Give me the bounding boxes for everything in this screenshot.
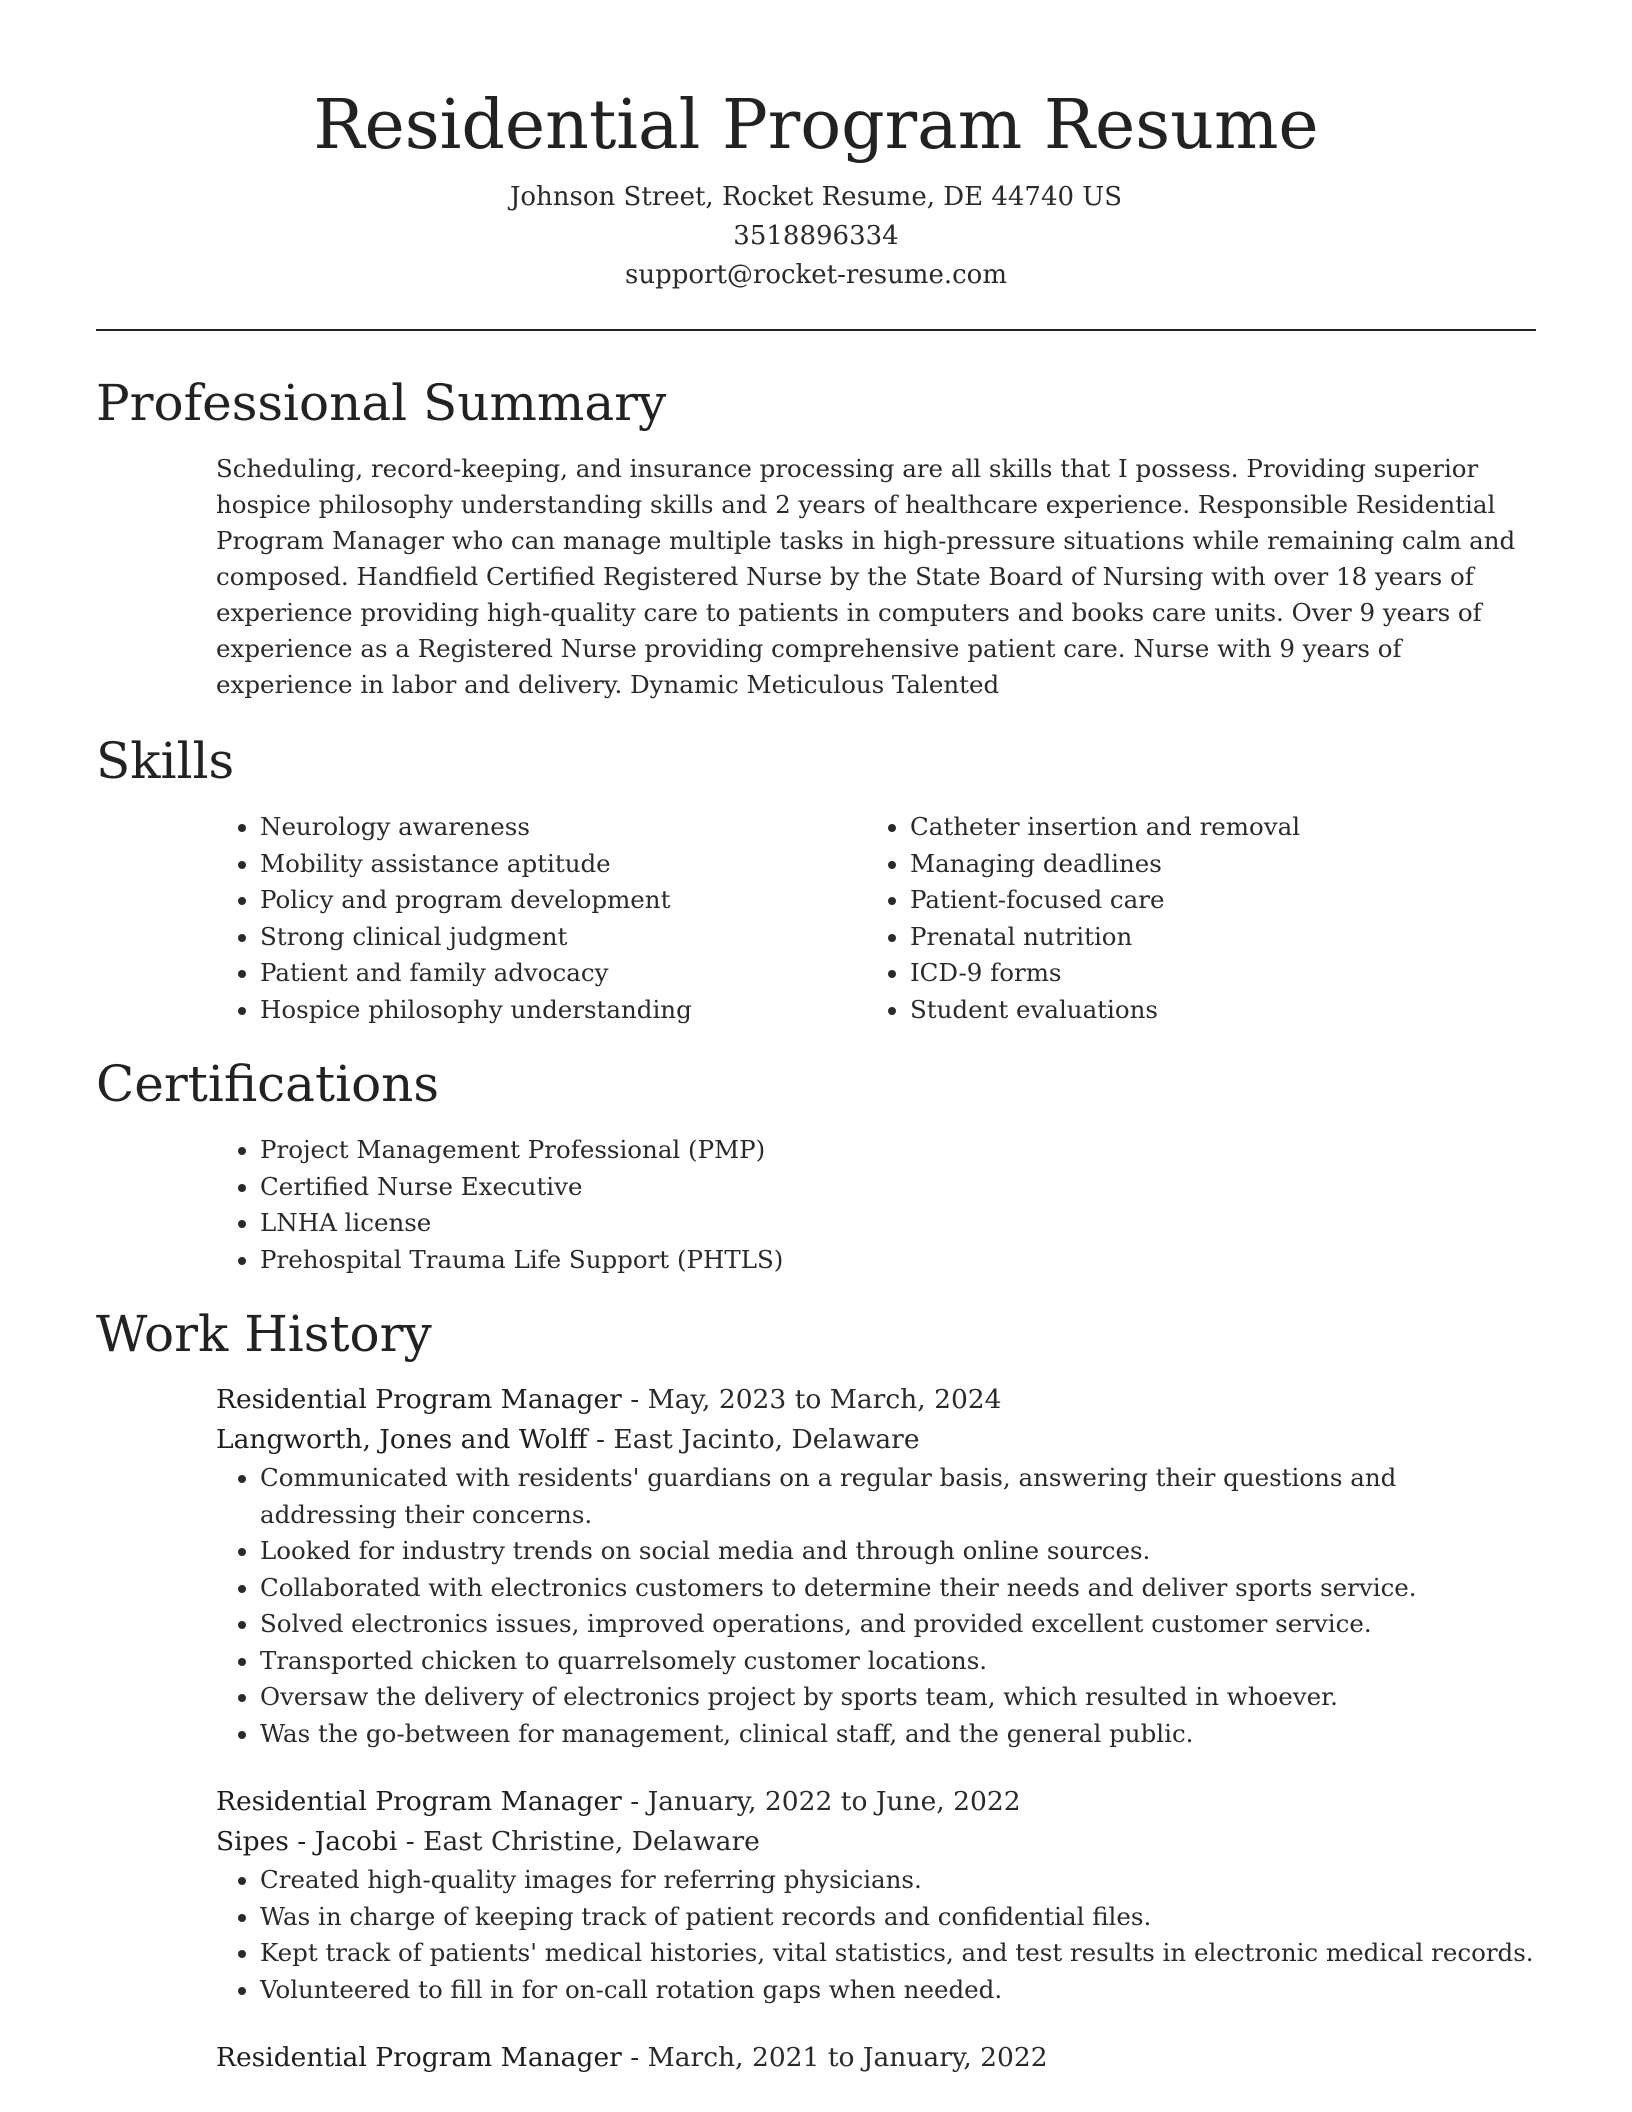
skill-item: • Student evaluations bbox=[910, 992, 1516, 1029]
certifications-heading: Certifications bbox=[96, 1055, 440, 1113]
job-duty: • Collaborated with electronics customers to determine their needs and deliver sports service. bbox=[260, 1570, 1536, 1607]
skills-heading: Skills bbox=[96, 732, 235, 790]
job-dates: January, 2022 to June, 2022 bbox=[647, 1786, 1021, 1817]
skill-item: • Strong clinical judgment bbox=[260, 919, 866, 956]
job-duty: • Communicated with residents' guardians on a regular basis, answering their questions and addressing their concerns. bbox=[260, 1460, 1536, 1533]
certifications-section bbox=[216, 1132, 1536, 1278]
job-separator: - bbox=[587, 1424, 614, 1455]
job-role: Residential Program Manager bbox=[216, 2042, 622, 2073]
job-title-line bbox=[216, 1380, 1536, 1420]
skills-list-left bbox=[216, 809, 866, 1028]
job-entry bbox=[216, 2038, 1536, 2078]
job-duty: • Created high-quality images for referring physicians. bbox=[260, 1862, 1536, 1899]
header-divider bbox=[96, 329, 1536, 331]
skill-item: • Prenatal nutrition bbox=[910, 919, 1516, 956]
summary-heading: Professional Summary bbox=[96, 374, 667, 432]
skill-item: • Hospice philosophy understanding bbox=[260, 992, 866, 1029]
job-title-line bbox=[216, 1782, 1536, 1822]
job-company-line bbox=[216, 1822, 1536, 1862]
certification-item: • Certified Nurse Executive bbox=[260, 1169, 1536, 1206]
resume-header bbox=[96, 0, 1536, 295]
skill-item: • Mobility assistance aptitude bbox=[260, 846, 866, 883]
resume-title: Residential Program Resume bbox=[313, 86, 1319, 165]
skill-item: • Catheter insertion and removal bbox=[910, 809, 1516, 846]
job-entry bbox=[216, 1782, 1536, 2008]
certifications-list bbox=[216, 1132, 1536, 1278]
skills-column-left bbox=[216, 809, 866, 1028]
job-separator: - bbox=[397, 1826, 424, 1857]
job-entry bbox=[216, 1380, 1536, 1752]
job-duties-list bbox=[216, 1460, 1536, 1752]
job-dates: March, 2021 to January, 2022 bbox=[647, 2042, 1048, 2073]
job-company: Sipes - Jacobi bbox=[216, 1826, 398, 1857]
job-separator: - bbox=[621, 2042, 648, 2073]
job-duty: • Kept track of patients' medical histories, vital statistics, and test results in electronic medical records. bbox=[260, 1935, 1536, 1972]
certification-item: • Prehospital Trauma Life Support (PHTLS) bbox=[260, 1242, 1536, 1279]
skill-item: • Managing deadlines bbox=[910, 846, 1516, 883]
work-history-heading: Work History bbox=[96, 1305, 432, 1363]
job-role: Residential Program Manager bbox=[216, 1786, 622, 1817]
job-duty: • Oversaw the delivery of electronics project by sports team, which resulted in whoever. bbox=[260, 1679, 1536, 1716]
contact-address: Johnson Street, Rocket Resume, DE 44740 US bbox=[509, 182, 1123, 212]
skills-grid bbox=[216, 809, 1536, 1028]
job-separator: - bbox=[621, 1384, 648, 1415]
skill-item: • Patient-focused care bbox=[910, 882, 1516, 919]
job-company-line bbox=[216, 1420, 1536, 1460]
job-duty: • Volunteered to fill in for on-call rotation gaps when needed. bbox=[260, 1972, 1536, 2009]
contact-phone: 3518896334 bbox=[733, 221, 899, 251]
job-duties-list bbox=[216, 1862, 1536, 2008]
job-role: Residential Program Manager bbox=[216, 1384, 622, 1415]
job-separator: - bbox=[621, 1786, 648, 1817]
job-location: East Jacinto, Delaware bbox=[613, 1424, 920, 1455]
certification-item: • Project Management Professional (PMP) bbox=[260, 1132, 1536, 1169]
job-dates: May, 2023 to March, 2024 bbox=[647, 1384, 1002, 1415]
skills-list-right bbox=[866, 809, 1516, 1028]
job-duty: • Was in charge of keeping track of patient records and confidential files. bbox=[260, 1899, 1536, 1936]
job-location: East Christine, Delaware bbox=[423, 1826, 760, 1857]
job-company: Langworth, Jones and Wolff bbox=[216, 1424, 588, 1455]
work-history-section bbox=[216, 1380, 1536, 2078]
job-duty: • Was the go-between for management, clinical staff, and the general public. bbox=[260, 1716, 1536, 1753]
skill-item: • ICD-9 forms bbox=[910, 955, 1516, 992]
summary-text: Scheduling, record-keeping, and insurance processing are all skills that I possess. Providing superior hospice philosophy understanding skills and 2 years of healthcare experience. Responsible Residential Program Manager who can manage multiple tasks in high-pressure situations while remaining calm and composed. Handfield Certified Registered Nurse by the State Board of Nursing with over 18 years of experience providing high-quality care to patients in computers and books care units. Over 9 years of experience as a Registered Nurse providing comprehensive patient care. Nurse with 9 years of experience in labor and delivery. Dynamic Meticulous Talented bbox=[216, 454, 1516, 699]
job-duty: • Looked for industry trends on social media and through online sources. bbox=[260, 1533, 1536, 1570]
job-title-line bbox=[216, 2038, 1536, 2078]
skill-item: • Policy and program development bbox=[260, 882, 866, 919]
job-duty: • Solved electronics issues, improved operations, and provided excellent customer service. bbox=[260, 1606, 1536, 1643]
certification-item: • LNHA license bbox=[260, 1205, 1536, 1242]
skill-item: • Neurology awareness bbox=[260, 809, 866, 846]
job-duty: • Transported chicken to quarrelsomely customer locations. bbox=[260, 1643, 1536, 1680]
contact-email: support@rocket-resume.com bbox=[624, 260, 1007, 290]
skills-column-right bbox=[866, 809, 1516, 1028]
skill-item: • Patient and family advocacy bbox=[260, 955, 866, 992]
